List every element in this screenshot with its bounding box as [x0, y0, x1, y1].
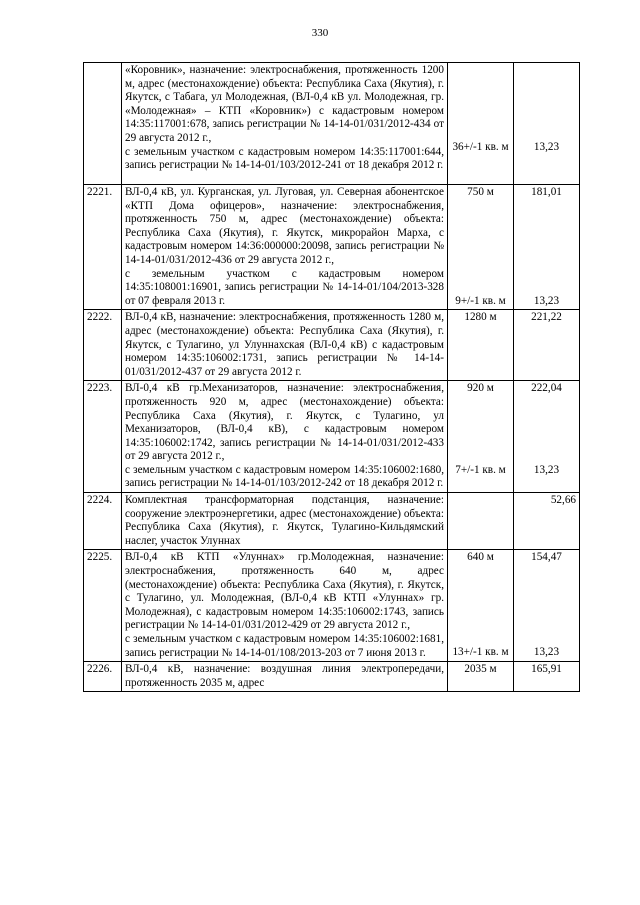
table-row	[84, 493, 580, 550]
land-plot-description: с земельным участком с кадастровым номером 14:35:117001:644, запись регистрации № 14-14-01/103/2012-241 от 18 декабря 2012 г.	[125, 145, 444, 172]
row-description	[122, 185, 448, 310]
object-quantity: 2035 м	[464, 663, 497, 676]
land-value: 13,23	[533, 463, 560, 476]
row-description	[122, 63, 448, 185]
row-value	[514, 185, 580, 310]
object-description: ВЛ-0,4 кВ, назначение: электроснабжения, протяженность 1280 м, адрес (местонахождение) объекта: Республика Саха (Якутия), г. Якутск, с Тулагино, ул Улуннахская (ВЛ-0,4 кВ) с кадастровым номером 14:35:106002:1731, запись регистрации № 14-14-01/031/2012-437 от 29 августа 2012 г.	[125, 311, 444, 378]
object-value: 165,91	[531, 663, 562, 676]
row-number: 2223.	[84, 381, 122, 493]
row-number	[84, 63, 122, 185]
land-value: 13,23	[533, 294, 560, 307]
land-plot-description: с земельным участком с кадастровым номером 14:35:106002:1680, запись регистрации № 14-14-01/103/2012-242 от 18 декабря 2012 г.	[125, 463, 444, 490]
object-description: ВЛ-0,4 кВ, ул. Курганская, ул. Луговая, ул. Северная абонентское «КТП Дома офицеров», назначение: электроснабжения, протяженность 750 м, адрес (местонахождение) объекта: Республика Саха (Якутия), г. Якутск, микрорайон Марха, с кадастровым номером 14:36:000000:20098, запись регистрации № 14-14-01/031/2012-436 от 29 августа 2012 г.,	[125, 186, 444, 266]
row-number: 2224.	[84, 493, 122, 550]
object-quantity: 750 м	[467, 186, 494, 198]
object-description: ВЛ-0,4 кВ, назначение: воздушная линия электропередачи, протяженность 2035 м, адрес	[125, 663, 444, 689]
row-value	[514, 493, 580, 550]
land-quantity: 36+/-1 кв. м	[452, 141, 509, 154]
row-quantity	[448, 63, 514, 185]
land-quantity: 7+/-1 кв. м	[455, 463, 506, 476]
row-value	[514, 550, 580, 662]
table-row	[84, 185, 580, 310]
land-plot-description: с земельным участком с кадастровым номером 14:35:108001:16901, запись регистрации № 14-14-01/104/2013-328 от 07 февраля 2013 г.	[125, 267, 444, 307]
object-value: 181,01	[531, 186, 562, 198]
land-quantity: 9+/-1 кв. м	[455, 294, 506, 307]
row-quantity	[448, 185, 514, 310]
row-number: 2221.	[84, 185, 122, 310]
object-quantity: 920 м	[467, 382, 494, 395]
row-description	[122, 381, 448, 493]
table-row	[84, 550, 580, 662]
row-description	[122, 310, 448, 381]
row-value	[514, 63, 580, 185]
table-row	[84, 310, 580, 381]
row-description	[122, 550, 448, 662]
object-description: ВЛ-0,4 кВ гр.Механизаторов, назначение: электроснабжения, протяженность 920 м, адрес (местонахождение) объекта: Республика Саха (Якутия), г. Якутск, с Тулагино, ул Механизаторов, (ВЛ-0,4 кВ), с кадастровым номером 14:35:106002:1742, запись регистрации № 14-14-01/031/2012-433 от 29 августа 2012 г.,	[125, 382, 444, 463]
object-description: Комплектная трансформаторная подстанция, назначение: сооружение электроэнергетики, адрес (местонахождение) объекта: Республика Саха (Якутия), г. Якутск, Тулагино-Кильдямский наслег, участок Улуннах	[125, 494, 444, 547]
object-description: «Коровник», назначение: электроснабжения, протяженность 1200 м, адрес (местонахождение) объекта: Республика Саха (Якутия), г. Якутск, с Табага, ул Молодежная, (ВЛ-0,4 кВ ул. Молодежная, гр. «Молодежная» – КТП «Коровник») с кадастровым номером 14:35:117001:678, запись регистрации № 14-14-01/031/2012-434 от 29 августа 2012 г.,	[125, 64, 444, 144]
object-value: 222,04	[531, 382, 562, 395]
object-quantity: 640 м	[467, 551, 494, 564]
row-description	[122, 493, 448, 550]
row-quantity	[448, 550, 514, 662]
row-quantity	[448, 381, 514, 493]
table-row	[84, 662, 580, 692]
registry-table	[83, 62, 580, 692]
table-row	[84, 381, 580, 493]
land-plot-description: с земельным участком с кадастровым номером 14:35:106002:1681, запись регистрации № 14-14-01/108/2013-203 от 7 июня 2013 г.	[125, 633, 444, 659]
row-value	[514, 310, 580, 381]
row-value	[514, 662, 580, 692]
row-description	[122, 662, 448, 692]
table-row	[84, 63, 580, 185]
row-number: 2226.	[84, 662, 122, 692]
row-number: 2222.	[84, 310, 122, 381]
row-quantity	[448, 662, 514, 692]
land-quantity: 13+/-1 кв. м	[452, 646, 509, 659]
row-value	[514, 381, 580, 493]
row-quantity	[448, 310, 514, 381]
object-value: 52,66	[550, 494, 576, 507]
land-value: 13,23	[533, 646, 560, 659]
object-value: 154,47	[531, 551, 562, 564]
page-number: 330	[311, 27, 329, 39]
row-quantity	[448, 493, 514, 550]
land-value: 13,23	[533, 141, 560, 154]
object-quantity: 1280 м	[464, 311, 497, 324]
row-number: 2225.	[84, 550, 122, 662]
object-description: ВЛ-0,4 кВ КТП «Улуннах» гр.Молодежная, назначение: электроснабжения, протяженность 640 м, адрес (местонахождение) объекта: Республика Саха (Якутия), г. Якутск, с Тулагино, ул. Молодежная, (ВЛ-0,4 кВ КТП «Улуннах» гр. Молодежная), с кадастровым номером 14:35:106002:1743, запись регистрации № 14-14-01/031/2012-429 от 29 августа 2012 г.,	[125, 551, 444, 632]
object-value: 221,22	[531, 311, 562, 324]
